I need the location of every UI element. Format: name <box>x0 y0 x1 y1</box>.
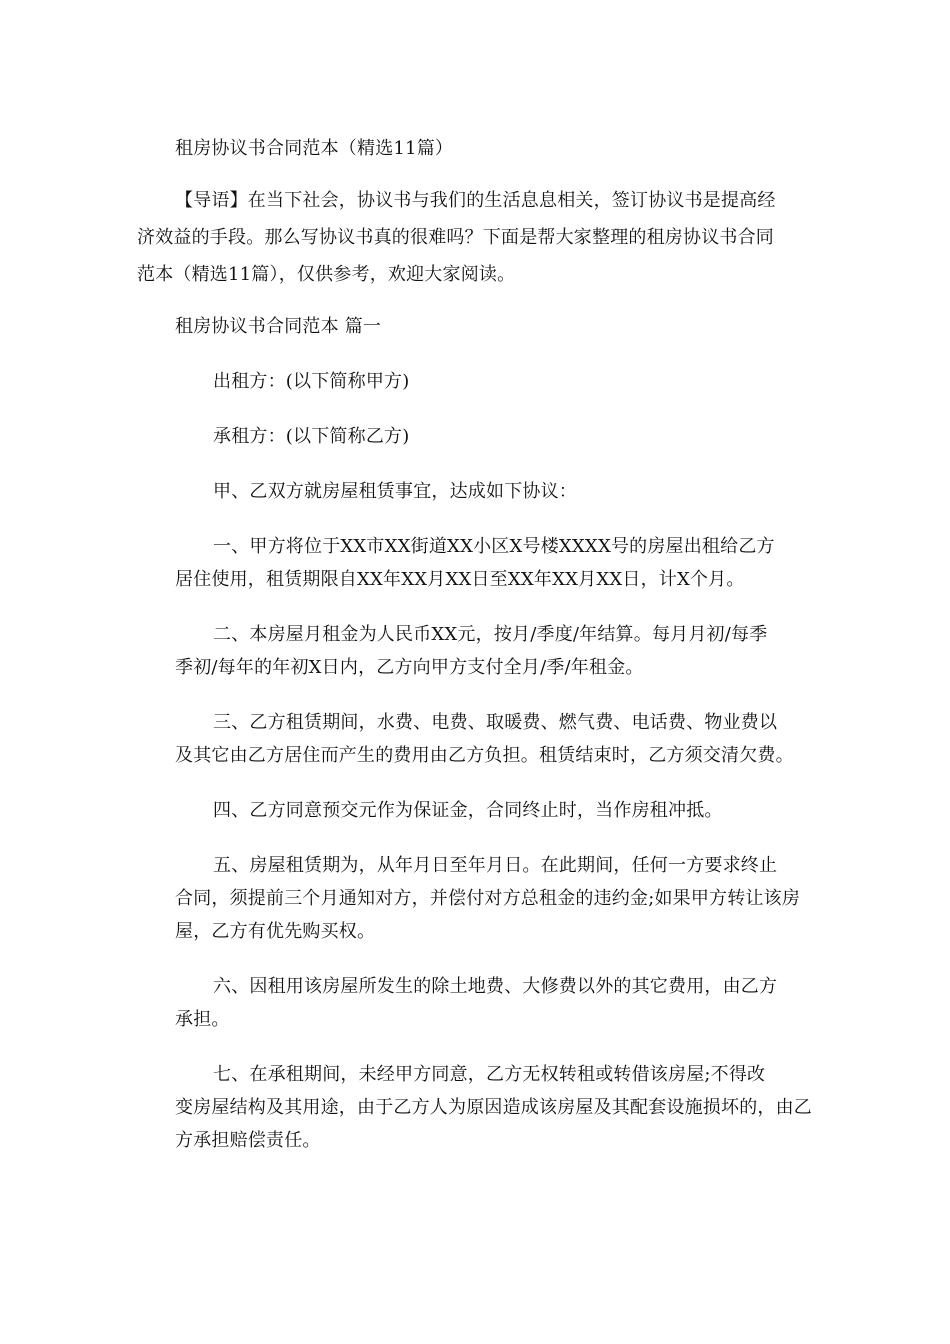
intro-line-2: 济效益的手段。那么写协议书真的很难吗？下面是帮大家整理的租房协议书合同 <box>137 227 774 248</box>
document-title: 租房协议书合同范本（精选11篇） <box>175 138 454 159</box>
clause-5-line-2: 合同，须提前三个月通知对方，并偿付对方总租金的违约金;如果甲方转让该房 <box>175 888 801 909</box>
clause-1-line-1: 一、甲方将位于XX市XX街道XX小区X号楼XXXX号的房屋出租给乙方 <box>213 536 775 557</box>
clause-7-line-1: 七、在承租期间，未经甲方同意，乙方无权转租或转借该房屋;不得改 <box>213 1064 766 1085</box>
clause-5-line-1: 五、房屋租赁期为，从年月日至年月日。在此期间，任何一方要求终止 <box>213 855 778 876</box>
clause-3-line-1: 三、乙方租赁期间，水费、电费、取暖费、燃气费、电话费、物业费以 <box>213 712 778 733</box>
clause-2-line-1: 二、本房屋月租金为人民币XX元，按月/季度/年结算。每月月初/每季 <box>213 624 768 645</box>
clause-5-line-3: 屋，乙方有优先购买权。 <box>175 921 376 942</box>
intro-line-3: 范本（精选11篇），仅供参考，欢迎大家阅读。 <box>137 264 516 285</box>
clause-1-line-2: 居住使用，租赁期限自XX年XX月XX日至XX年XX月XX日，计X个月。 <box>175 569 745 590</box>
clause-3-line-2: 及其它由乙方居住而产生的费用由乙方负担。租赁结束时，乙方须交清欠费。 <box>175 745 794 766</box>
section-heading: 租房协议书合同范本 篇一 <box>175 316 382 337</box>
clause-7-line-2: 变房屋结构及其用途，由于乙方人为原因造成该房屋及其配套设施损坏的，由乙 <box>175 1097 812 1118</box>
lessee-line: 承租方：(以下简称乙方) <box>213 426 410 447</box>
agreement-intro: 甲、乙双方就房屋租赁事宜，达成如下协议： <box>213 481 577 502</box>
clause-7-line-3: 方承担赔偿责任。 <box>175 1130 321 1151</box>
clause-6-line-1: 六、因租用该房屋所发生的除土地费、大修费以外的其它费用，由乙方 <box>213 976 778 997</box>
clause-4-line-1: 四、乙方同意预交元作为保证金，合同终止时，当作房租冲抵。 <box>213 800 723 821</box>
clause-6-line-2: 承担。 <box>175 1009 230 1030</box>
lessor-line: 出租方：(以下简称甲方) <box>213 371 410 392</box>
intro-line-1: 【导语】在当下社会，协议书与我们的生活息息相关，签订协议书是提高经 <box>175 190 776 211</box>
clause-2-line-2: 季初/每年的年初X日内，乙方向甲方支付全月/季/年租金。 <box>175 657 644 678</box>
